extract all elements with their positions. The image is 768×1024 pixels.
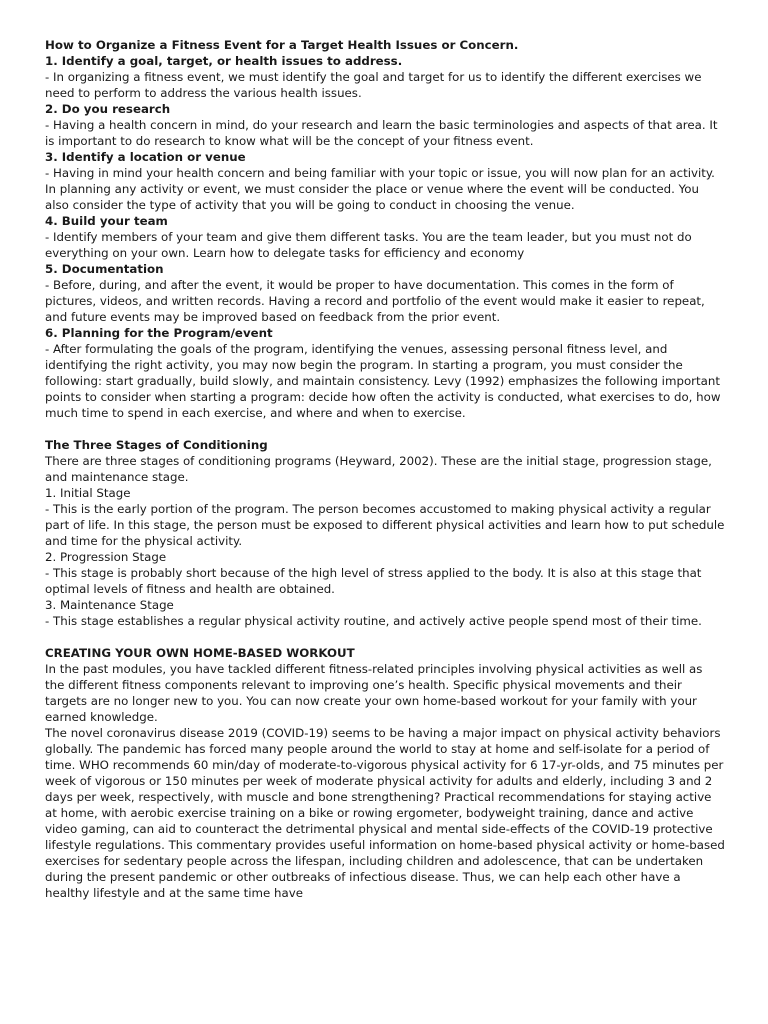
- stage-body: - This is the early portion of the program. The person becomes accustomed to making physical activity a regular part of life. In this stage, the person must be exposed to different physical activities and learn how to put schedule and time for the physical activity.: [45, 502, 725, 548]
- body-paragraph: The novel coronavirus disease 2019 (COVID-19) seems to be having a major impact on physical activity behaviors globally. The pandemic has forced many people around the world to stay at home and self-isolate for a period of time. WHO recommends 60 min/day of moderate-to-vigorous physical activity for 6 17-yr-olds, and 75 minutes per week of vigorous or 150 minutes per week of moderate physical activity for adults and elderly, including 3 and 2 days per week, respectively, with muscle and bone strengthening? Practical recommendations for staying active at home, with aerobic exercise training on a bike or rowing ergometer, bodyweight training, dance and active video gaming, can aid to counteract the detrimental physical and mental side-effects of the COVID-19 protective lifestyle regulations. This commentary provides useful information on home-based physical activity or home-based exercises for sedentary people across the lifespan, including children and adolescence, that can be undertaken during the present pandemic or other outbreaks of infectious disease. Thus, we can help each other have a healthy lifestyle and at the same time have: [45, 726, 725, 900]
- body-paragraph: In the past modules, you have tackled different fitness-related principles involving physical activities as well as the different fitness components relevant to improving one’s health. Specific physical movements and their targets are no longer new to you. You can now create your own home-based workout for your family with your earned knowledge.: [45, 662, 703, 724]
- section-spacer: [45, 629, 725, 645]
- section-title-home-workout: CREATING YOUR OWN HOME-BASED WORKOUT: [45, 646, 355, 660]
- step-heading: 1. Identify a goal, target, or health issues to address.: [45, 54, 403, 68]
- step-heading: 5. Documentation: [45, 262, 164, 276]
- step-body: - Having in mind your health concern and being familiar with your topic or issue, you will now plan for an activity. In planning any activity or event, we must consider the place or venue where the event will be conducted. You also consider the type of activity that you will be going to conduct in choosing the venue.: [45, 166, 715, 212]
- step-heading: 2. Do you research: [45, 102, 171, 116]
- section-title-organize-event: How to Organize a Fitness Event for a Target Health Issues or Concern.: [45, 38, 519, 52]
- section-intro: There are three stages of conditioning programs (Heyward, 2002). These are the initial stage, progression stage, and maintenance stage.: [45, 454, 712, 484]
- stage-heading: 2. Progression Stage: [45, 550, 167, 564]
- stage-heading: 3. Maintenance Stage: [45, 598, 174, 612]
- stage-heading: 1. Initial Stage: [45, 486, 131, 500]
- stage-body: - This stage establishes a regular physical activity routine, and actively active people spend most of their time.: [45, 614, 702, 628]
- step-heading: 4. Build your team: [45, 214, 168, 228]
- step-body: - Having a health concern in mind, do your research and learn the basic terminologies and aspects of that area. It is important to do research to know what will be the concept of your fitness event.: [45, 118, 718, 148]
- step-body: - Before, during, and after the event, it would be proper to have documentation. This comes in the form of pictures, videos, and written records. Having a record and portfolio of the event would make it easier to repeat, and future events may be improved based on feedback from the prior event.: [45, 278, 705, 324]
- section-title-conditioning: The Three Stages of Conditioning: [45, 438, 268, 452]
- document-page: [45, 37, 725, 901]
- step-body: - After formulating the goals of the program, identifying the venues, assessing personal fitness level, and identifying the right activity, you may now begin the program. In starting a program, you must consider the following: start gradually, build slowly, and maintain consistency. Levy (1992) emphasizes the following important points to consider when starting a program: decide how often the activity is conducted, what exercises to do, how much time to spend in each exercise, and where and when to exercise.: [45, 342, 721, 420]
- step-body: - In organizing a fitness event, we must identify the goal and target for us to identify the different exercises we need to perform to address the various health issues.: [45, 70, 702, 100]
- step-heading: 3. Identify a location or venue: [45, 150, 246, 164]
- stage-body: - This stage is probably short because of the high level of stress applied to the body. It is also at this stage that optimal levels of fitness and health are obtained.: [45, 566, 702, 596]
- step-heading: 6. Planning for the Program/event: [45, 326, 273, 340]
- step-body: - Identify members of your team and give them different tasks. You are the team leader, but you must not do everything on your own. Learn how to delegate tasks for efficiency and economy: [45, 230, 692, 260]
- section-spacer: [45, 421, 725, 437]
